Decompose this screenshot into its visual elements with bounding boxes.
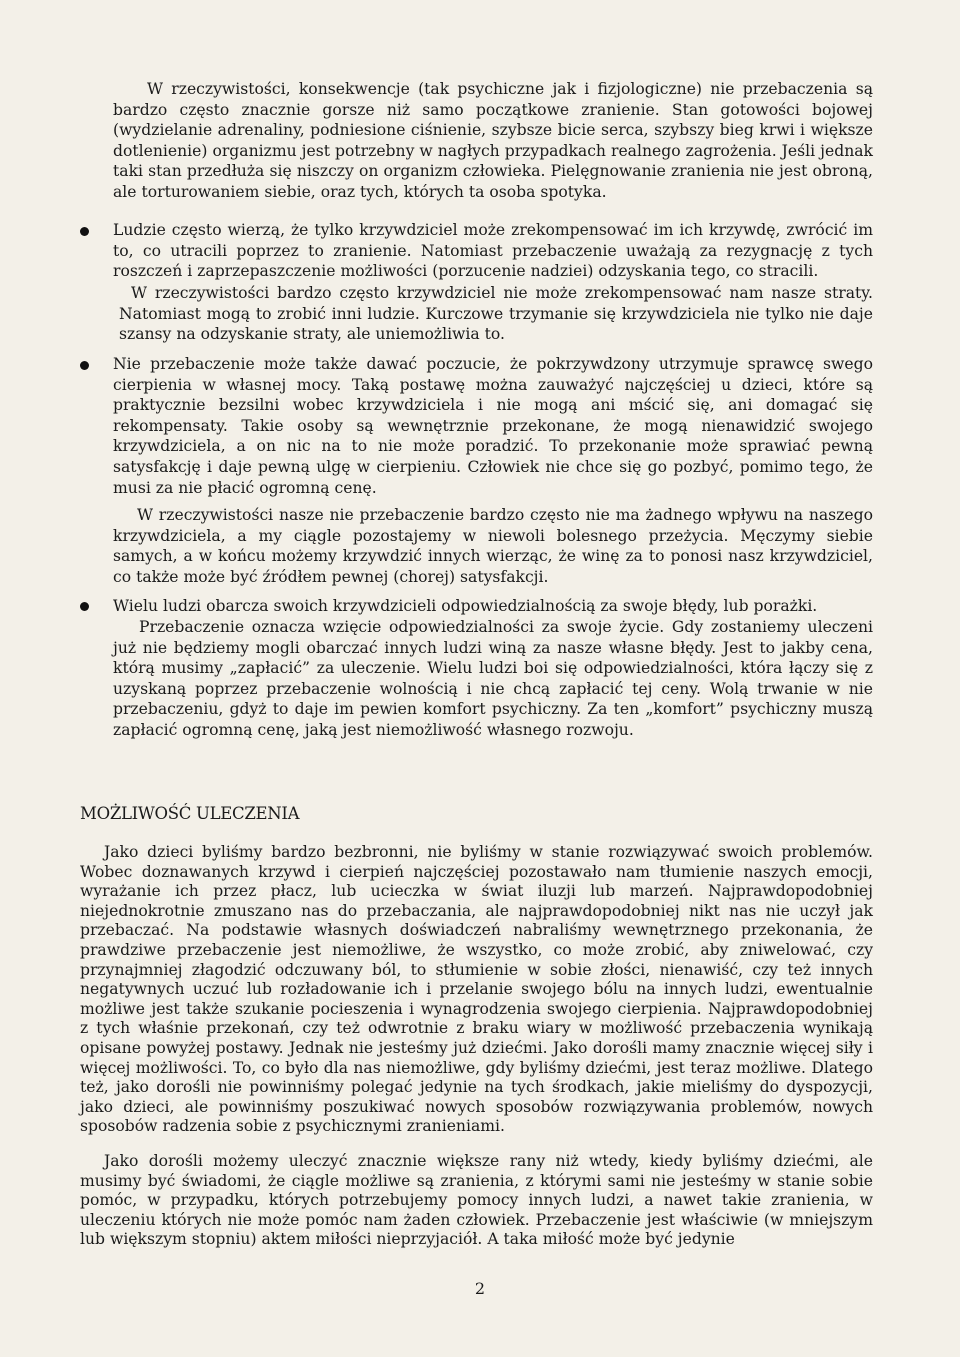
section-heading: MOŻLIWOŚĆ ULECZENIA bbox=[80, 804, 300, 823]
section-paragraph: Jako dorośli możemy uleczyć znacznie większe rany niż wtedy, kiedy byliśmy dziećmi, ale musimy być świadomi, że ciągle możliwe są zranienia, z którymi sami nie jesteśmy w stanie sobie pomóc, w przypadku, których potrzebujemy pomocy innych ludzi, a nawet takie zranienia, w uleczeniu których nie może pomóc nam żaden człowiek. Przebaczenie jest właściwie (w mniejszym lub większym stopniu) aktem miłości nieprzyjaciół. A taka miłość może być jedynie bbox=[80, 1152, 873, 1249]
section-paragraph: Jako dzieci byliśmy bardzo bezbronni, nie byliśmy w stanie rozwiązywać swoich problemów. Wobec doznawanych krzywd i cierpień najczęściej pozostawało nam tłumienie naszych emocji, wyrażanie ich przez płacz, lub ucieczka w świat iluzji lub marzeń. Najprawdopodobniej niejednokrotnie zmuszano nas do przebaczania, ale najprawdopodobniej nikt nas nie uczył jak przebaczać. Na podstawie własnych doświadczeń nabraliśmy wewnętrznego przekonania, że prawdziwe przebaczenie jest niemożliwe, że wszystko, co może zrobić, aby zniwelować, czy przynajmniej złagodzić odczuwany ból, to stłumienie w sobie złości, nienawiść, czy też innych negatywnych uczuć lub rozładowanie ich i przelanie swojego bólu na innych ludzi, ewentualnie możliwe jest także szukanie pocieszenia i wynagrodzenia swojego cierpienia. Najprawdopodobniej z tych właśnie przekonań, czy też odwrotnie z braku wiary w możliwość przebaczenia wynikają opisane powyżej postawy. Jednak nie jesteśmy już dziećmi. Jako dorośli mamy znacznie więcej siły i więcej możliwości. To, co było dla nas niemożliwe, gdy byliśmy dziećmi, jest teraz możliwe. Dlatego też, jako dorośli nie powinniśmy polegać jedynie na tych środkach, jakie mieliśmy do dyspozycji, jako dzieci, ale powinniśmy poszukiwać nowych sposobów rozwiązywania problemów, nowych sposobów radzenia sobie z psychicznymi zranieniami. bbox=[80, 843, 873, 1136]
bullet-icon bbox=[80, 602, 89, 611]
page-number: 2 bbox=[474, 1279, 486, 1298]
intro-paragraph: W rzeczywistości, konsekwencje (tak psychiczne jak i fizjologiczne) nie przebaczenia są bardzo często znacznie gorsze niż samo początkowe zranienie. Stan gotowości bojowej (wydzielanie adrenaliny, podniesione ciśnienie, szybsze bicie serca, szybszy bieg krwi i większe dotlenienie) organizmu jest potrzebny w nagłych przypadkach realnego zagrożenia. Jeśli jednak taki stan przedłuża się niszczy on organizm człowieka. Pielęgnowanie zranienia nie jest obroną, ale torturowaniem siebie, oraz tych, których ta osoba spotyka. bbox=[113, 80, 873, 201]
bullet-paragraph: Wielu ludzi obarcza swoich krzywdzicieli odpowiedzialnością za swoje błędy, lub porażki. bbox=[113, 597, 818, 615]
bullet-paragraph: Ludzie często wierzą, że tylko krzywdziciel może zrekompensować im ich krzywdę, zwrócić im to, co utracili poprzez to zranienie. Natomiast przebaczenie uważają za rezygnację z tych roszczeń i zaprzepaszczenie możliwości (porzucenie nadziei) odzyskania tego, co stracili. bbox=[113, 221, 873, 281]
bullet-followup-paragraph: W rzeczywistości nasze nie przebaczenie bardzo często nie ma żadnego wpływu na naszego krzywdziciela, a my ciągle pozostajemy w niewoli bolesnego przeżycia. Męczymy siebie samych, a w końcu możemy krzywdzić innych wierząc, że winę za to ponosi nasz krzywdziciel, co także może być źródłem pewnej (chorej) satysfakcji. bbox=[113, 506, 873, 586]
bullet-icon bbox=[80, 361, 89, 370]
bullet-paragraph: Nie przebaczenie może także dawać poczucie, że pokrzywdzony utrzymuje sprawcę swego cierpienia w własnej mocy. Taką postawę można zauważyć najczęściej u dzieci, które są praktycznie bezsilni wobec krzywdziciela i nie mogą ani mścić się, ani domagać się rekompensaty. Takie osoby są wewnętrznie przekonane, że mogą nienawidzić swojego krzywdziciela, a on nic na to nie może poradzić. To przekonanie może sprawiać pewną satysfakcję i daje pewną ulgę w cierpieniu. Człowiek nie chce się go pozbyć, pomimo tego, że musi za nie płacić ogromną cenę. bbox=[113, 355, 873, 497]
bullet-followup-paragraph: W rzeczywistości bardzo często krzywdziciel nie może zrekompensować nam nasze straty. Natomiast mogą to zrobić inni ludzie. Kurczowe trzymanie się krzywdziciela nie tylko nie daje szansy na odzyskanie straty, ale uniemożliwia to. bbox=[119, 284, 873, 344]
bullet-followup-paragraph: Przebaczenie oznacza wzięcie odpowiedzialności za swoje życie. Gdy zostaniemy uleczeni już nie będziemy mogli obarczać innych ludzi winą za nasze własne błędy. Jest to jakby cena, którą musimy „zapłacić” za uleczenie. Wielu ludzi boi się odpowiedzialności, która łączy się z uzyskaną poprzez przebaczenie wolnością i nie chcą zapłacić tej ceny. Wolą trwanie w nie przebaczeniu, gdyż to daje im pewien komfort psychiczny. Za ten „komfort” psychiczny muszą zapłacić ogromną cenę, jaką jest niemożliwość własnego rozwoju. bbox=[113, 618, 873, 739]
bullet-icon bbox=[80, 227, 89, 236]
